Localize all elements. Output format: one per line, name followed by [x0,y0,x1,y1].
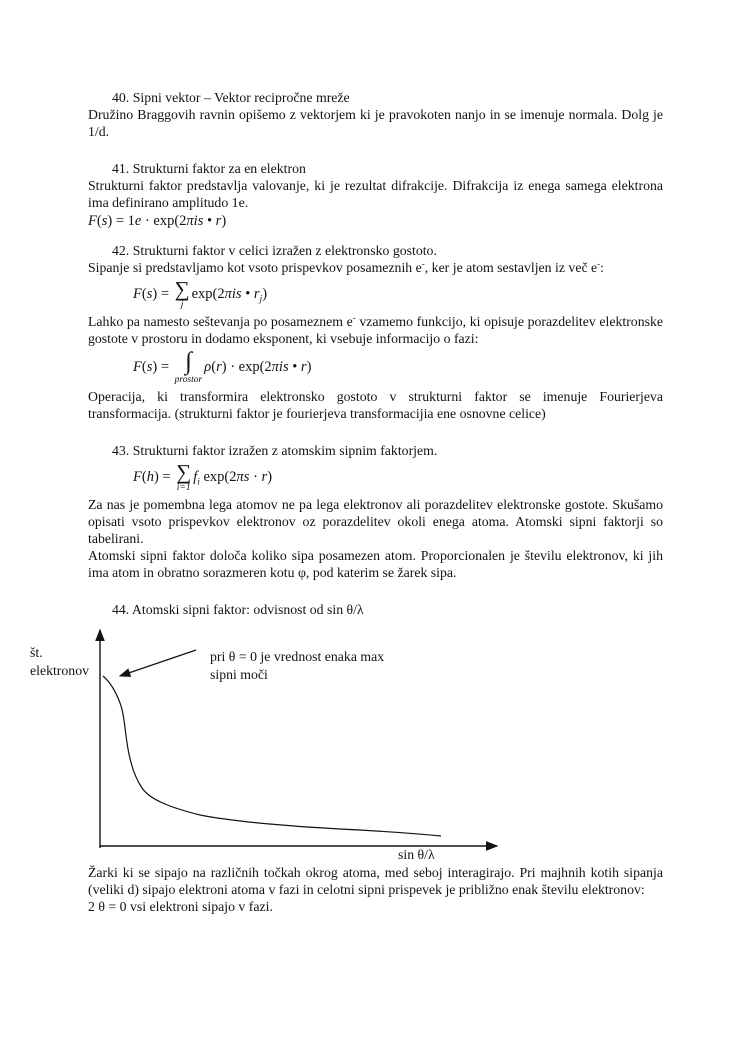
graph-annotation [210,648,384,684]
annotation-line2: sipni moči [210,667,268,682]
section-42-paragraph-1: Sipanje si predstavljamo kot vsoto prispevkov posameznih e-, ker je atom sestavljen iz več e-: [88,258,604,275]
section-42-paragraph-3: Operacija, ki transformira elektronsko gostoto v strukturni faktor se imenuje Fourierjeva transformacija. (strukturni faktor je fourierjeva transformacijia ene osnovne celice) [88,389,663,421]
section-41-paragraph: Strukturni faktor predstavlja valovanje, ki je rezultat difrakcije. Difrakcija iz enega samega elektrona ima definirano amplitudo 1e. [88,178,663,210]
formula-sum-electrons: F(s) = ∑ j exp(2πis • $r_j$) [133,277,268,310]
section-40-heading: 40. Sipni vektor – Vektor recipročne mreže [112,90,350,105]
sum-operator: ∑ i=1 [176,460,192,493]
section-41-heading: 41. Strukturni faktor za en elektron [112,161,306,176]
section-43-heading: 43. Strukturni faktor izražen z atomskim sipnim faktorjem. [112,443,438,458]
annotation-arrow [120,650,196,676]
scattering-curve [103,676,441,836]
section-43-paragraph-1: Za nas je pomembna lega atomov ne pa lega elektronov ali porazdelitev elektronske gostote. Skušamo opisati vsoto prispevkov elektronov oz porazdelitev okoli enega atoma. Atomski sipni faktorji so tabelirani. [88,497,663,546]
section-43-paragraph-2: Atomski sipni faktor določa koliko sipa posamezen atom. Proporcionalen je številu elektronov, ki jih ima atom in obratno sorazmeren kotu φ, pod katerim se žarek sipa. [88,548,663,580]
closing-paragraph-2: 2 θ = 0 vsi elektroni sipajo v fazi. [88,899,273,914]
x-axis-label: sin θ/λ [398,847,435,862]
section-42-heading: 42. Strukturni faktor v celici izražen z elektronsko gostoto. [112,243,437,258]
y-axis-label-line2: elektronov [30,663,90,678]
sum-operator: ∑ j [174,277,190,310]
section-42-paragraph-2: Lahko pa namesto seštevanja po posameznem e- vzamemo funkcijo, ki opisuje porazdelitev elektronske gostote v prostoru in dodamo eksponent, ki vsebuje informacijo o fazi: [88,312,663,346]
formula-atomic-scattering: F(h) = ∑ i=1 $f_i$ exp(2πs · r) [133,460,273,493]
scattering-factor-graph [0,618,750,864]
y-axis-label-line1: št. [30,645,43,660]
formula-single-electron: F(s) = 1e · exp(2πis • r) [88,213,227,229]
section-40-paragraph: Družino Braggovih ravnin opišemo z vektorjem ki je pravokoten nanjo in se imenuje normala. Dolg je 1/d. [88,107,663,139]
closing-paragraph-1: Žarki ki se sipajo na različnih točkah okrog atoma, med seboj interagirajo. Pri majhnih kotih sipanja (veliki d) sipajo elektroni atoma v fazi in celotni sipni prispevek je približno enak številu elektronov: [88,865,663,897]
annotation-line1: pri θ = 0 je vrednost enaka max [210,649,385,664]
section-44-heading: 44. Atomski sipni faktor: odvisnost od sin θ/λ [112,602,364,617]
formula-integral-density: F(s) = ∫ prostor ρ(r) · exp(2πis • r) [133,348,312,385]
integral-operator: ∫ prostor [174,348,203,385]
y-axis-label [30,644,89,680]
